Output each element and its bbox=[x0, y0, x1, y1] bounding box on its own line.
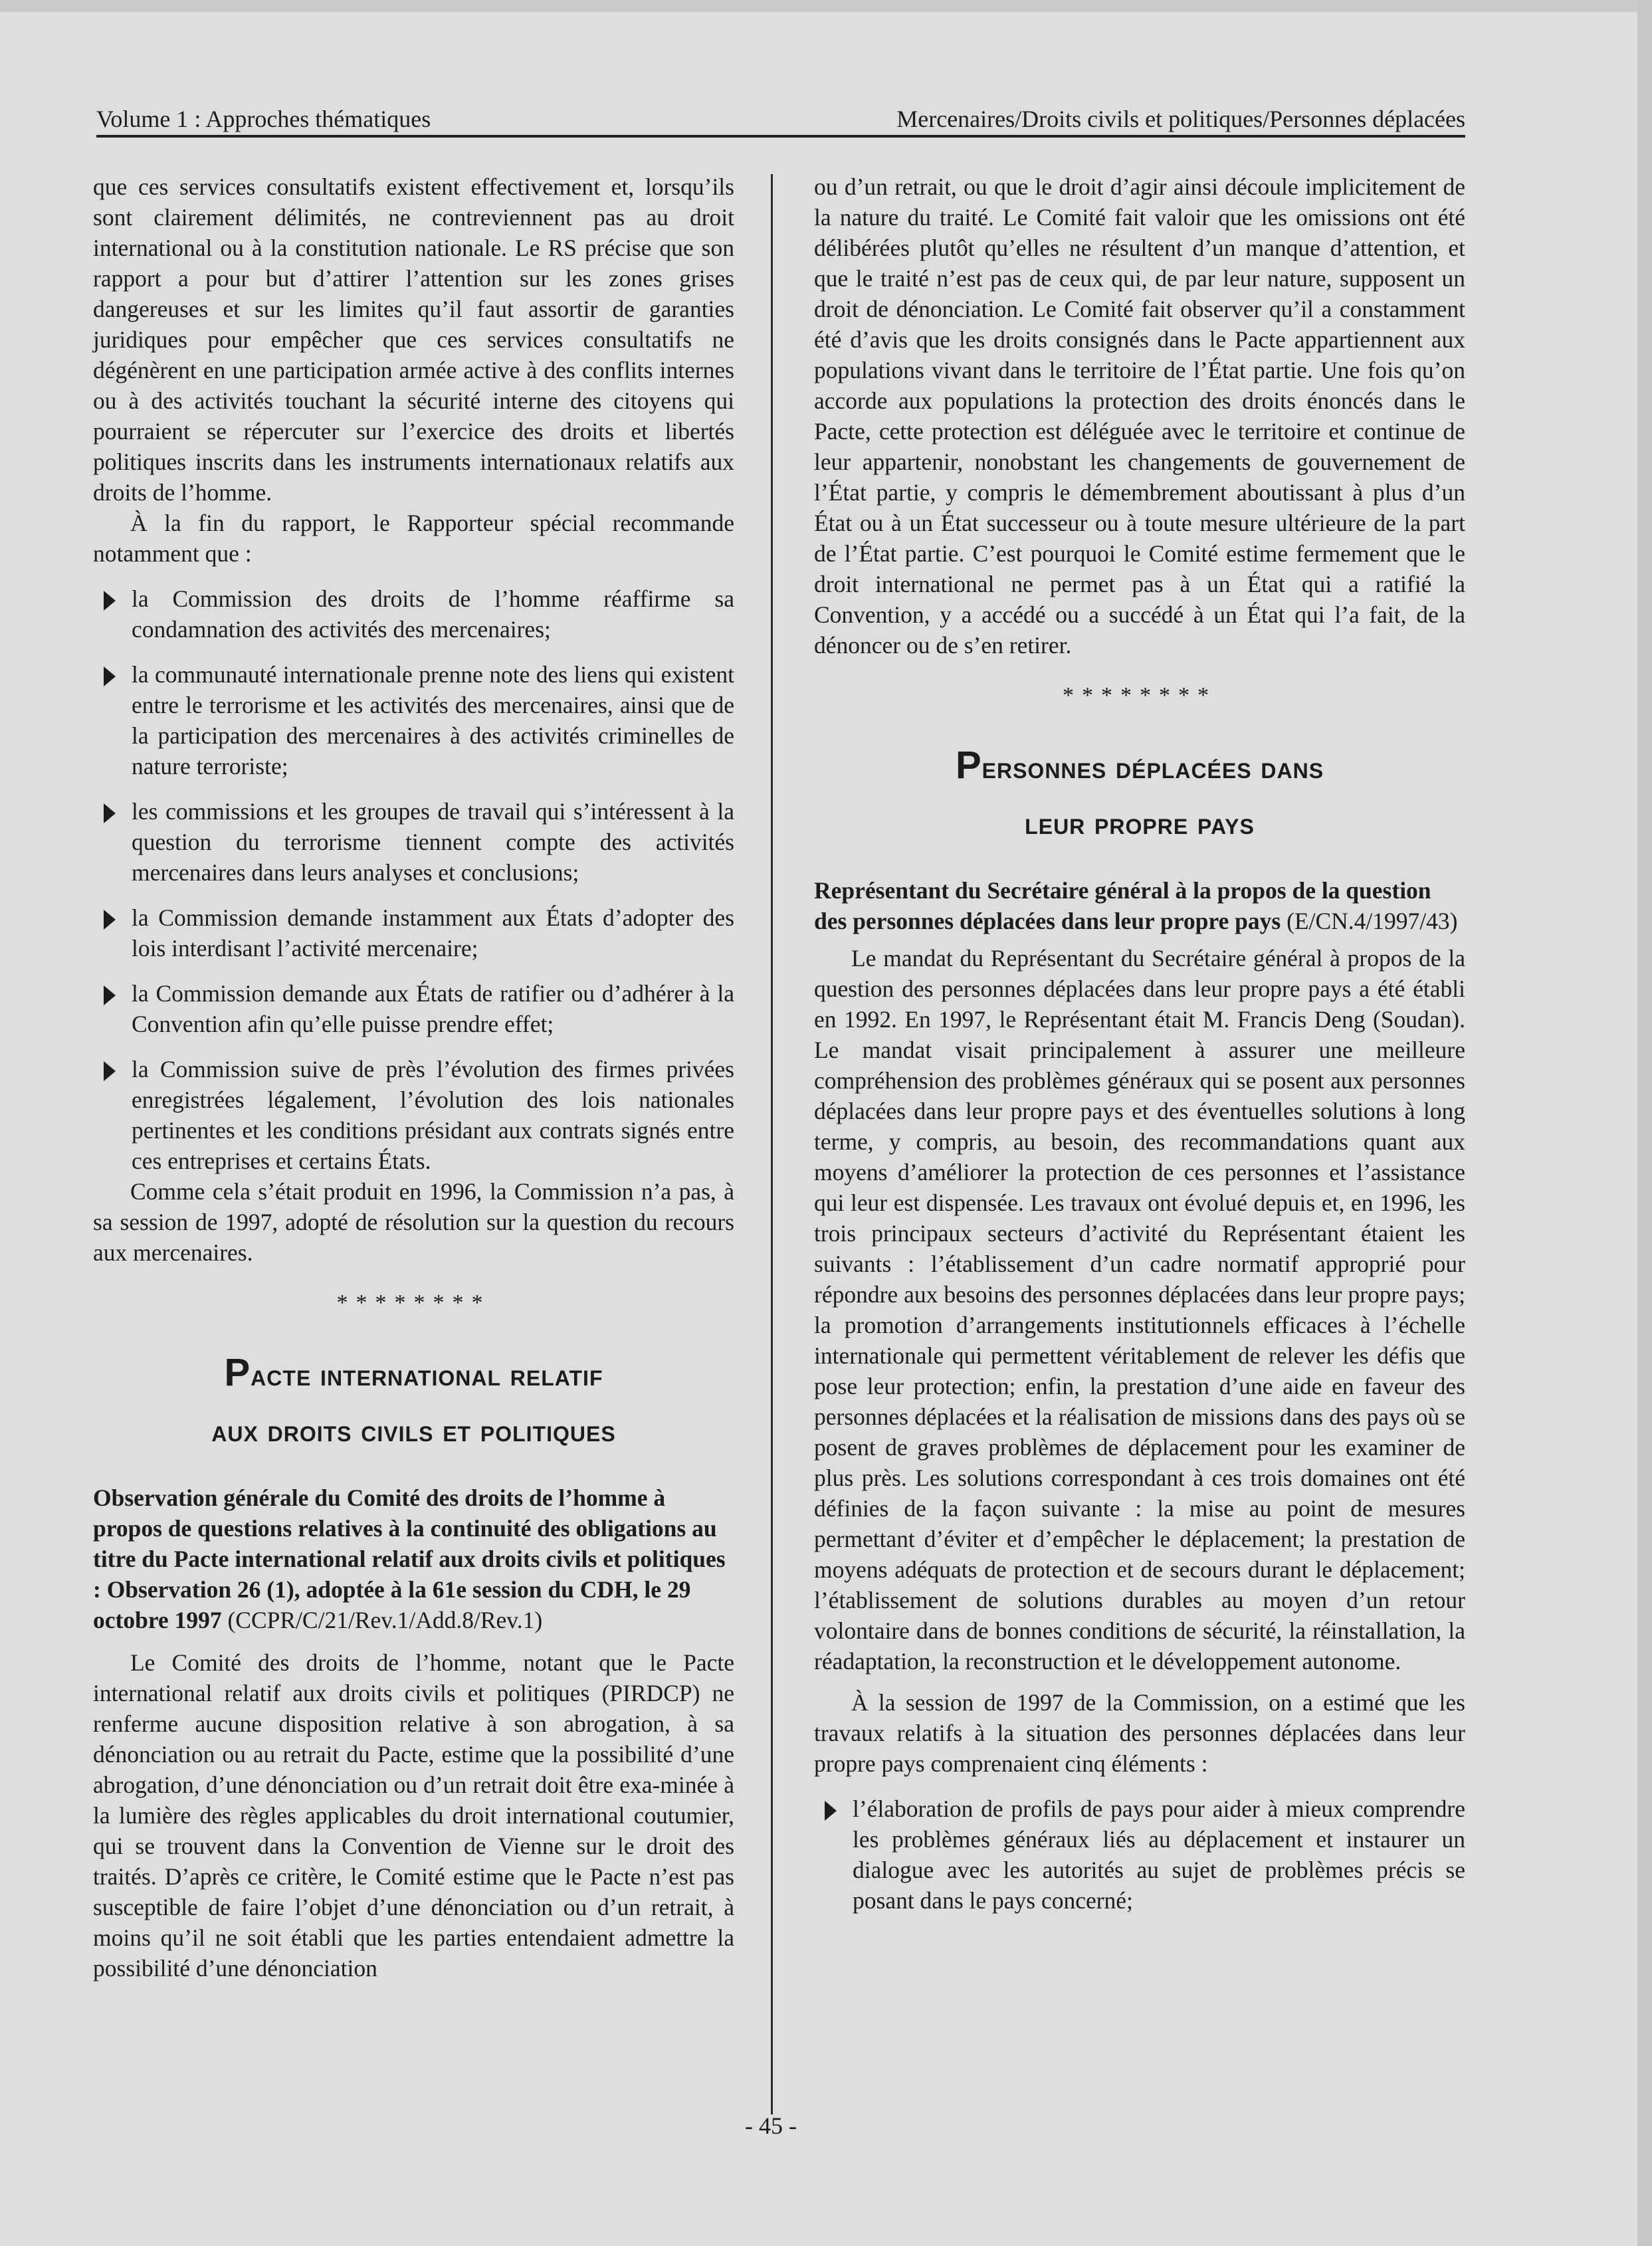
section-separator: ******** bbox=[336, 1290, 491, 1315]
section-title-line bbox=[93, 1345, 734, 1403]
running-header bbox=[96, 98, 1465, 133]
section-title-line: aux droits civils et politiques bbox=[211, 1413, 616, 1448]
list-item-text: la Commission des droits de l’homme réaffirme sa condamnation des activités des mercenaires; bbox=[132, 585, 734, 643]
section-separator: ******** bbox=[1063, 683, 1217, 708]
list-item bbox=[93, 902, 734, 964]
section-title-line: leur propre pays bbox=[1025, 806, 1255, 841]
list-item bbox=[93, 978, 734, 1039]
list-item-text: l’élaboration de profils de pays pour aider à mieux comprendre les problèmes généraux liés au déplacement et instaurer un dialogue avec les autorités au sujet de problèmes précis se posant dans le pays concerné; bbox=[853, 1795, 1465, 1914]
recommendation-list bbox=[93, 583, 734, 1176]
right-column bbox=[814, 171, 1465, 1930]
triangle-arrow-icon bbox=[823, 1799, 838, 1822]
list-item bbox=[814, 1793, 1465, 1916]
section-title bbox=[93, 1345, 734, 1459]
section-title-initial: P bbox=[224, 1351, 251, 1394]
sub-heading-text: Observation générale du Comité des droits de l’homme à propos de questions relatives à la continuité des obligations au titre du Pacte international relatif aux droits civils et politiques : Observation 26 (1), adoptée à la 61e session du CDH, le 29 octobre 1997 bbox=[93, 1484, 726, 1633]
header-volume-title: Volume 1 : Approches thématiques bbox=[96, 106, 431, 132]
section-title-rest: acte international relatif bbox=[251, 1358, 603, 1392]
section-title-initial: P bbox=[955, 744, 982, 787]
list-item bbox=[93, 1054, 734, 1176]
paragraph: Le Comité des droits de l’homme, notant que le Pacte international relatif aux droits civils et politiques (PIRDCP) ne renferme aucune disposition relative à son abrogation, à sa dénonciation ou au retrait du Pacte, estime que la possibilité d’une abrogation, d’une dénonciation ou d’un retrait doit être exa-minée à la lumière des règles applicables du droit international coutumier, qui se trouvent dans la Convention de Vienne sur le droit des traités. D’après ce critère, le Comité estime que le Pacte n’est pas susceptible de faire l’objet d’une dénonciation ou d’un retrait, à moins qu’il ne soit établi que les parties entendaient admettre la possibilité d’une dénonciation bbox=[93, 1649, 734, 1982]
element-list bbox=[814, 1793, 1465, 1916]
paragraph: Comme cela s’était produit en 1996, la Commission n’a pas, à sa session de 1997, adopté de résolution sur la question du recours aux mercenaires. bbox=[93, 1178, 734, 1266]
triangle-arrow-icon bbox=[102, 1060, 117, 1082]
column-divider bbox=[771, 174, 773, 2114]
triangle-arrow-icon bbox=[102, 908, 117, 931]
page-edge-right bbox=[1637, 0, 1652, 2246]
paragraph: À la fin du rapport, le Rapporteur spécial recommande notamment que : bbox=[93, 510, 734, 567]
triangle-arrow-icon bbox=[102, 984, 117, 1007]
document-reference: (E/CN.4/1997/43) bbox=[1287, 908, 1458, 934]
list-item-text: la Commission demande instamment aux États d’adopter des lois interdisant l’activité mercenaire; bbox=[132, 904, 734, 962]
page-edge bbox=[0, 0, 1652, 12]
sub-heading bbox=[814, 875, 1465, 936]
list-item-text: la Commission suive de près l’évolution des firmes privées enregistrées légalement, l’évolution des lois nationales pertinentes et les conditions présidant aux contrats signés entre ces entreprises et certains États. bbox=[132, 1056, 734, 1174]
header-section-topics: Mercenaires/Droits civils et politiques/Personnes déplacées bbox=[896, 106, 1465, 132]
triangle-arrow-icon bbox=[102, 802, 117, 825]
list-item bbox=[93, 796, 734, 888]
page-number: - 45 - bbox=[745, 2112, 797, 2139]
section-title bbox=[814, 738, 1465, 851]
list-item-text: les commissions et les groupes de travail qui s’intéressent à la question du terrorisme tiennent compte des activités mercenaires dans leurs analyses et conclusions; bbox=[132, 798, 734, 886]
section-title-line bbox=[814, 738, 1465, 795]
triangle-arrow-icon bbox=[102, 665, 117, 688]
paragraph: ou d’un retrait, ou que le droit d’agir ainsi découle implicitement de la nature du traité. Le Comité fait valoir que les omissions ont été délibérées plutôt qu’elles ne résultent d’un manque d’attention, et que le traité n’est pas de ceux qui, de par leur nature, supposent un droit de dénonciation. Le Comité fait observer qu’il a constamment été d’avis que les droits consignés dans le Pacte appartiennent aux populations vivant dans le territoire de l’État partie. Une fois qu’on accorde aux populations la protection des droits énoncés dans le Pacte, cette protection est déléguée avec le territoire et continue de leur appartenir, nonobstant les changements de gouvernement de l’État partie, y compris le démembrement aboutissant à plus d’un État ou à un État successeur ou à toute mesure ultérieure de la part de l’État partie. C’est pourquoi le Comité estime fermement que le droit international ne permet pas à un État qui a ratifié la Convention, y a accédé ou a succédé à un État qui l’a fait, de la dénoncer ou de s’en retirer. bbox=[814, 173, 1465, 659]
left-column bbox=[93, 171, 734, 1984]
list-item bbox=[93, 583, 734, 645]
header-rule bbox=[96, 135, 1465, 138]
triangle-arrow-icon bbox=[102, 589, 117, 612]
paragraph: que ces services consultatifs existent effectivement et, lorsqu’ils sont clairement délimités, ne contreviennent pas au droit international ou à la constitution nationale. Le RS précise que son rapport a pour but d’attirer l’attention sur les zones grises dangereuses et sur les limites qu’il faut assortir de garanties juridiques pour empêcher que ces services consultatifs ne dégénèrent en une participation armée active à des conflits internes ou à des activités touchant la sécurité interne des citoyens qui pourraient se répercuter sur l’exercice des droits et libertés politiques inscrits dans les instruments internationaux relatifs aux droits de l’homme. bbox=[93, 173, 734, 506]
section-title-rest: ersonnes déplacées dans bbox=[981, 750, 1324, 785]
sub-heading bbox=[93, 1482, 734, 1635]
document-reference: (CCPR/C/21/Rev.1/Add.8/Rev.1) bbox=[227, 1607, 543, 1633]
paragraph: Le mandat du Représentant du Secrétaire général à propos de la question des personnes déplacées dans leur propre pays a été établi en 1992. En 1997, le Représentant était M. Francis Deng (Soudan). Le mandat visait principalement à assurer une meilleure compréhension des problèmes généraux qui se posent aux personnes déplacées dans leur propre pays et des éventuelles solutions à long terme, y compris, au besoin, des recommandations quant aux moyens d’améliorer la protection de ces personnes et l’assistance qui leur est dispensée. Les travaux ont évolué depuis et, en 1996, les trois principaux secteurs d’activité du Représentant étaient les suivants : l’établissement d’un cadre normatif approprié pour répondre aux besoins des personnes déplacées dans leur propre pays; la promotion d’arrangements institutionnels efficaces à l’échelle internationale qui permettent véritablement de relever les défis que pose leur protection; enfin, la prestation d’une aide en faveur des personnes déplacées et la réalisation de missions dans des pays où se posent de graves problèmes de déplacement pour les examiner de plus près. Les solutions correspondant à ces trois domaines ont été définies de la façon suivante : la mise au point de mesures permettant d’éviter et d’empêcher le déplacement; la prestation de moyens adéquats de protection et de secours durant le déplacement; l’établissement de solutions durables au moyen d’un retour volontaire dans de bonnes conditions de sécurité, la réinstallation, la réadaptation, la reconstruction et le développement autonome. bbox=[814, 945, 1465, 1675]
list-item-text: la communauté internationale prenne note des liens qui existent entre le terrorisme et les activités des mercenaires, ainsi que de la participation des mercenaires à des activités criminelles de nature terroriste; bbox=[132, 661, 734, 779]
paragraph: À la session de 1997 de la Commission, on a estimé que les travaux relatifs à la situation des personnes déplacées dans leur propre pays comprenaient cinq éléments : bbox=[814, 1689, 1465, 1777]
sub-heading-text: Représentant du Secrétaire général à la propos de la question des personnes déplacées dans leur propre pays bbox=[814, 877, 1431, 934]
list-item bbox=[93, 659, 734, 781]
list-item-text: la Commission demande aux États de ratifier ou d’adhérer à la Convention afin qu’elle puisse prendre effet; bbox=[132, 980, 734, 1037]
